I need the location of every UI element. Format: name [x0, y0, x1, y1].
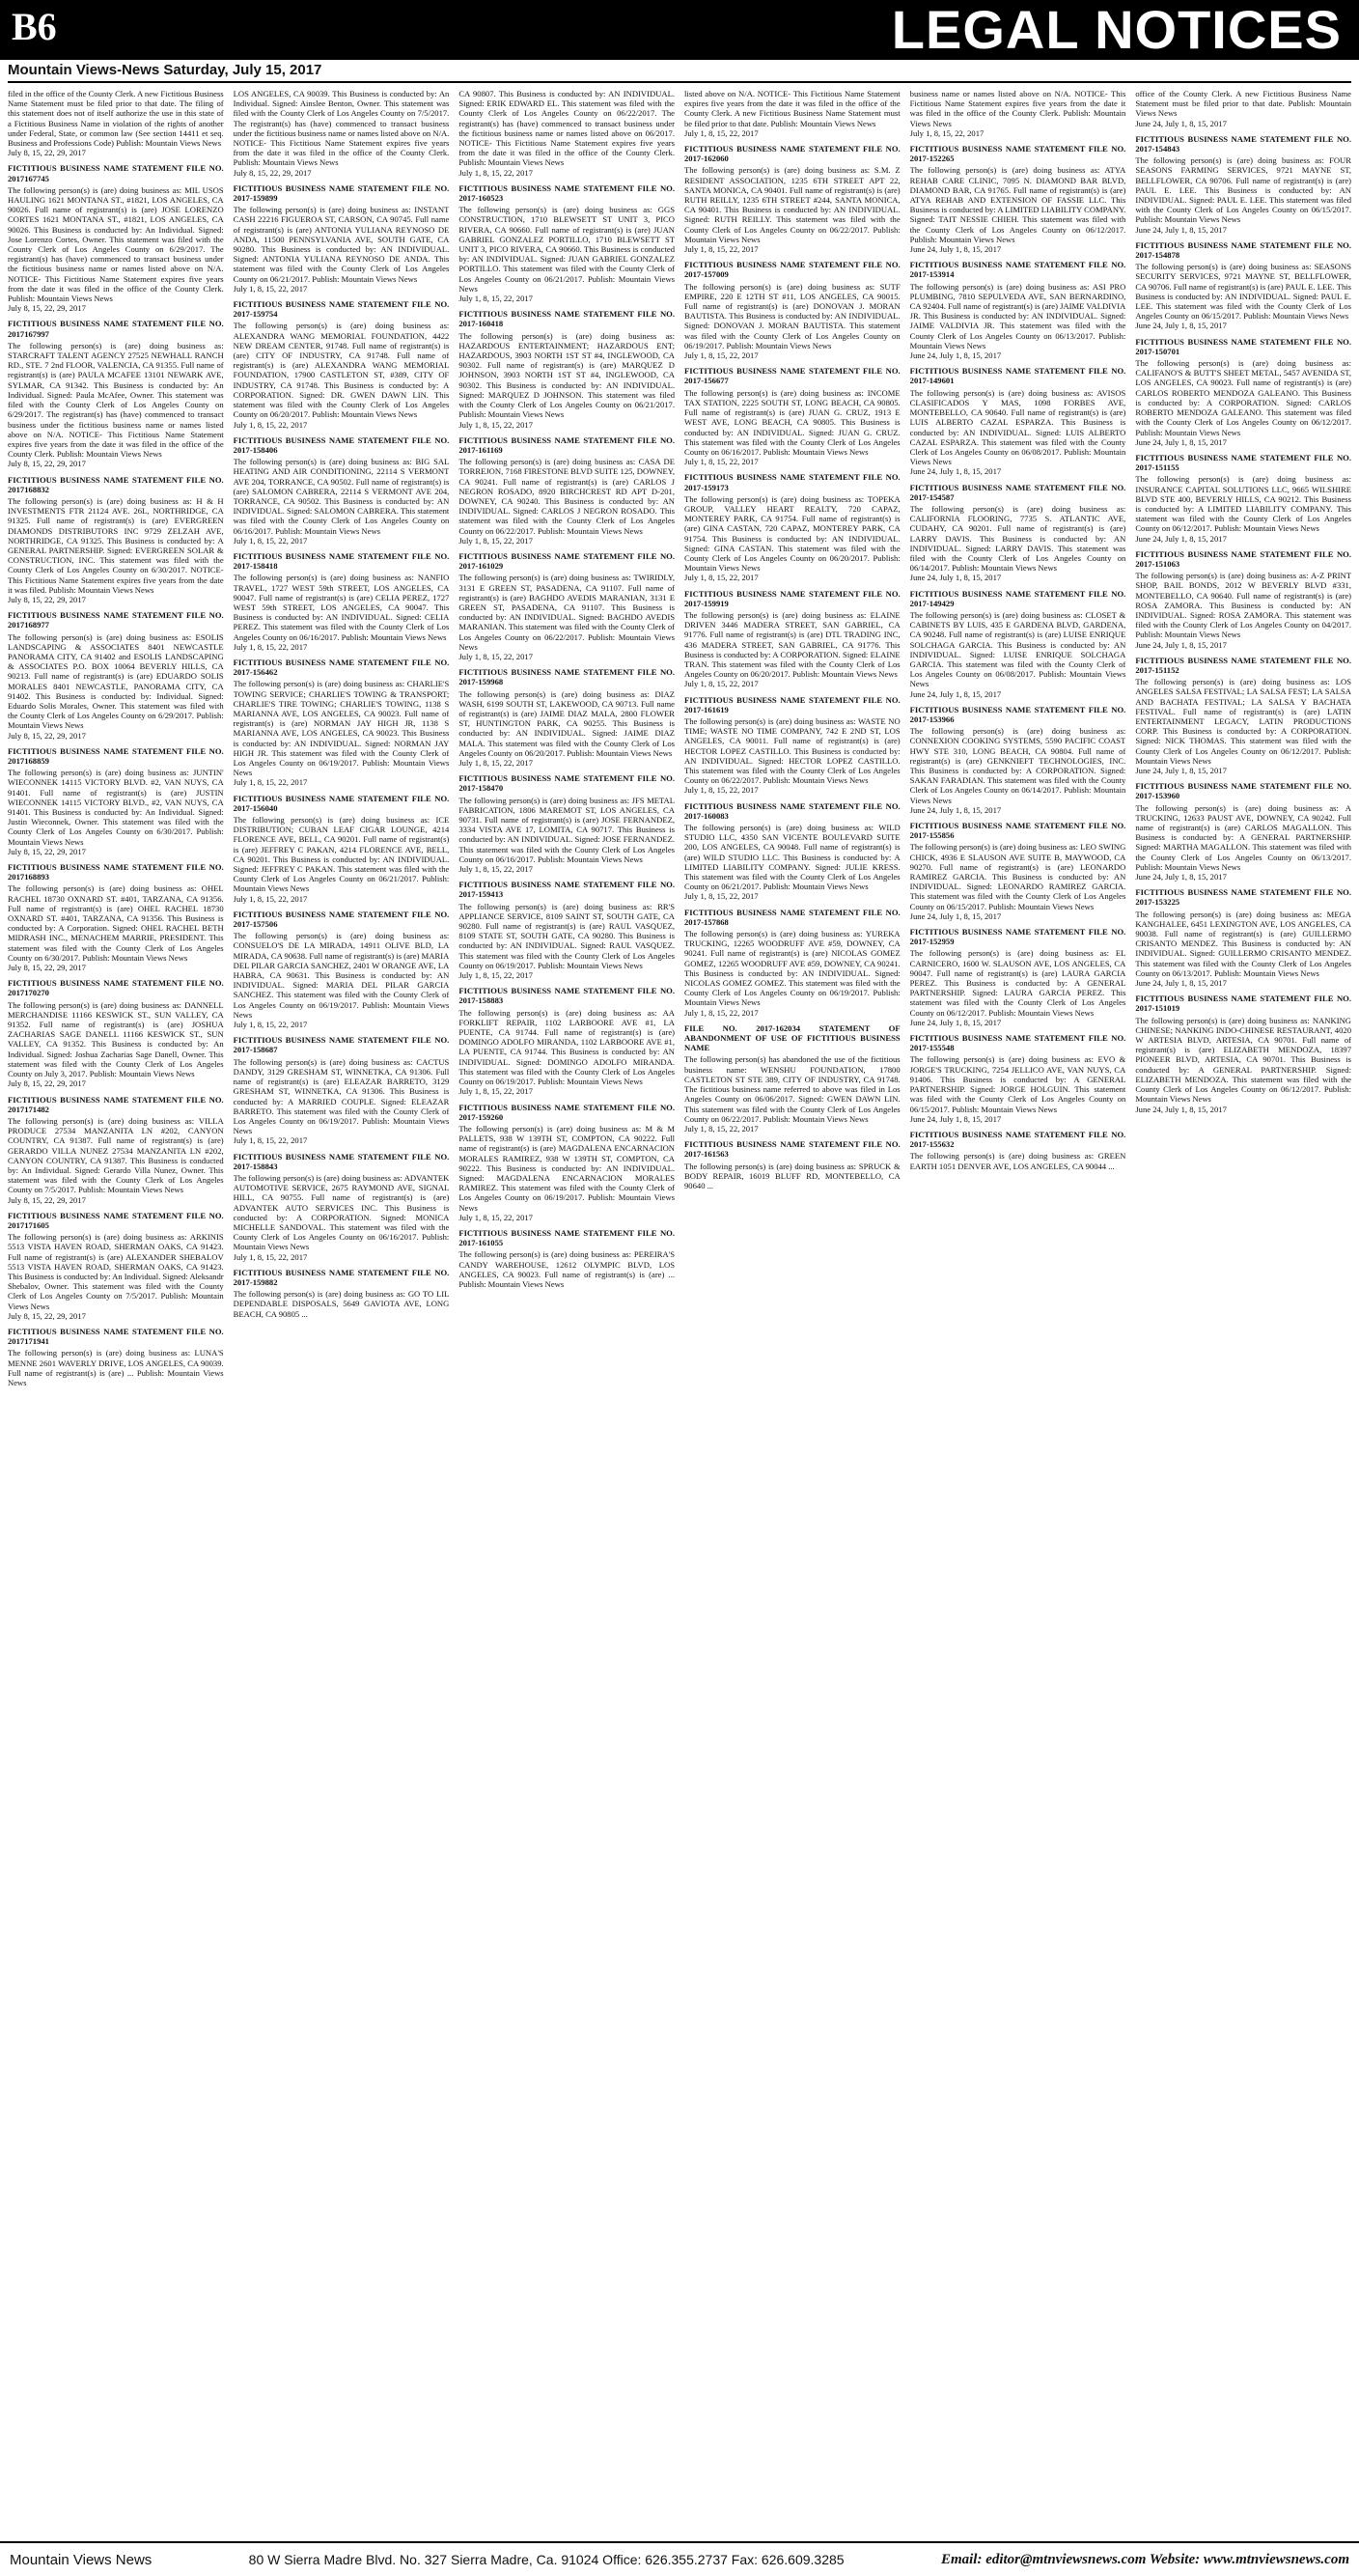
legal-notice: [234, 658, 450, 788]
notice-body: The following person(s) is (are) doing business as: HAZARDOUS ENTERTAINMENT; HAZARDOUS ENT; HAZARDOUS, 3903 NORTH 1ST ST #4, INGLEWOOD, CA 90302. Full name of registrant(s) is (are) MARQUEZ D JOHNSON, 3903 NORTH 1ST ST #4, INGLEWOOD, CA 90302. This Business is conducted by: AN INDIVIDUAL. Signed: MARQUEZ D JOHNSON. This statement was filed with the County Clerk of Los Angeles County on 06/21/2017. Publish: Mountain Views News: [458, 330, 675, 420]
footer-paper-name: Mountain Views News: [10, 2551, 153, 2568]
notice-heading: FICTITIOUS BUSINESS NAME STATEMENT FILE NO. 2017-151155: [1135, 452, 1351, 473]
notice-body: The following person(s) is (are) doing business as: ARKINIS 5513 VISTA HAVEN ROAD, SHERMAN OAKS, CA 91423. Full name of registrant(s) is (are) ALEXANDER SHEBALOV 5513 VISTA HAVEN ROAD, SHERMAN OAKS, CA 91423. This Business is conducted by: An Individual. Signed: Aleksandr Shebalov, Owner. This statement was filed with the County Clerk of Los Angeles County on 7/5/2017. Publish: Mountain Views News: [8, 1232, 224, 1311]
notice-heading: FICTITIOUS BUSINESS NAME STATEMENT FILE NO. 2017-159899: [233, 182, 450, 204]
notice-publish-dates: July 1, 8, 15, 22, 2017: [233, 283, 308, 294]
notice-heading: FICTITIOUS BUSINESS NAME STATEMENT FILE NO. 2017171941: [8, 1326, 224, 1347]
notice-publish-dates: July 1, 8, 15, 22, 2017: [684, 244, 759, 255]
notice-heading: FICTITIOUS BUSINESS NAME STATEMENT FILE NO. 2017-158687: [233, 1035, 450, 1055]
notice-publish-dates: July 1, 8, 15, 22, 2017: [458, 970, 533, 981]
notice-publish-dates: July 8, 15, 22, 29, 2017: [8, 963, 86, 973]
notice-heading: FICTITIOUS BUSINESS NAME STATEMENT FILE NO. 2017168859: [8, 745, 224, 766]
notice-publish-dates: July 1, 8, 15, 22, 2017: [684, 679, 759, 689]
column-6: [1135, 89, 1351, 2539]
legal-notice: [458, 986, 675, 1096]
legal-notice: [910, 89, 1126, 138]
legal-notice: [234, 1268, 450, 1319]
legal-notice: [684, 695, 901, 796]
notice-body: The following person(s) is (are) doing business as: CLOSET & CABINETS BY LUIS, 435 E GARDENA BLVD, GARDENA, CA 90248. Full name of registrant(s) is (are) LUISE ENRIQUE SOLCHAGA GARCIA. This Business is conducted by: AN INDIVIDUAL. Signed: LUISE ENRIQUE SOLCHAGA GARCIA. This statement was filed with the County Clerk of Los Angeles County on 06/08/2017. Publish: Mountain Views News: [909, 609, 1126, 689]
notice-publish-dates: July 8, 15, 22, 29, 2017: [8, 730, 86, 741]
legal-notice: [684, 589, 901, 689]
notice-heading: FICTITIOUS BUSINESS NAME STATEMENT FILE NO. 2017-156677: [684, 366, 901, 386]
notice-heading: FICTITIOUS BUSINESS NAME STATEMENT FILE NO. 2017-159260: [458, 1102, 675, 1122]
notice-heading: FICTITIOUS BUSINESS NAME STATEMENT FILE NO. 2017-158406: [233, 434, 450, 455]
notice-publish-dates: July 1, 8, 15, 22, 2017: [458, 535, 533, 546]
legal-notice: [458, 435, 675, 546]
notice-publish-dates: July 1, 8, 15, 22, 2017: [458, 294, 533, 304]
notice-body: The following person(s) is (are) doing business as: ASI PRO PLUMBING, 7810 SEPULVEDA AVE, SAN BERNARDINO, CA 92404. Full name of registrant(s) is (are) JAIME VALDIVIA JR. This Business is conducted by: AN INDIVIDUAL. Signed: JAIME VALDIVIA JR. This statement was filed with the County Clerk of Los Angeles County on 06/13/2017. Publish: Mountain Views News: [909, 281, 1126, 350]
notice-heading: FICTITIOUS BUSINESS NAME STATEMENT FILE NO. 2017167997: [8, 319, 224, 339]
legal-notice: [684, 89, 901, 138]
notice-publish-dates: July 1, 8, 15, 22, 2017: [684, 1007, 759, 1018]
notice-heading: FICTITIOUS BUSINESS NAME STATEMENT FILE NO. 2017-161169: [458, 434, 675, 455]
notice-heading: FICTITIOUS BUSINESS NAME STATEMENT FILE NO. 2017-159882: [233, 1267, 450, 1287]
notice-body: The following person(s) is (are) doing business as: H & H INVESTMENTS FTR 21124 AVE. 26L, NORTHRIDGE, CA 91325. Full name of registrant(s) is (are) EVERGREEN DIAMONDS DISTRIBUTORS INC 9729 ZELZAH AVE, NORTHRIDGE, CA 91325. This Business is conducted by: A GENERAL PARTNERSHIP. Signed: EVERGREEN SOLAR & CONSTRUCTION, INC. This statement was filed with the County Clerk of Los Angeles County on 6/30/2017. NOTICE- This Fictitious Name Statement expires five years from the date it was filed. Publish: Mountain Views News: [8, 495, 224, 595]
notice-body: The following person(s) is (are) doing business as: FOUR SEASONS FARMING SERVICES, 9721 MAYNE ST, BELLFLOWER, CA 90706. Full name of registrant(s) is (are) PAUL E. LEE. This Business is conducted by: AN INDIVIDUAL. Signed: PAUL E. LEE. This statement was filed with the County Clerk of Los Angeles County on 06/15/2017. Publish: Mountain Views News: [1135, 155, 1351, 225]
page-footer: [0, 2541, 1359, 2576]
notice-publish-dates: June 24, July 1, 8, 15, 2017: [909, 244, 1002, 255]
notice-publish-dates: July 1, 8, 15, 22, 2017: [233, 1020, 308, 1030]
notice-heading: FICTITIOUS BUSINESS NAME STATEMENT FILE NO. 2017171605: [8, 1210, 224, 1230]
dateline: Mountain Views-News Saturday, July 15, 2017: [8, 62, 322, 78]
notice-publish-dates: July 8, 15, 22, 29, 2017: [8, 1078, 86, 1089]
legal-notice: [8, 746, 224, 856]
legal-notice: [684, 144, 901, 254]
notice-publish-dates: June 24, July 1, 8, 15, 2017: [909, 350, 1002, 361]
column-1: [8, 89, 224, 2539]
notice-body: listed above on N/A. NOTICE- This Fictitious Name Statement expires five years from the date it was filed in the office of the County Clerk. A new Fictitious Business Name Statement must be filed prior to that date. Publish: Mountain Views News: [684, 89, 901, 128]
notice-heading: FICTITIOUS BUSINESS NAME STATEMENT FILE NO. 2017171482: [8, 1094, 224, 1114]
notice-body: The following person(s) is (are) doing business as: ALEXANDRA WANG MEMORIAL FOUNDATION, 4422 NEW DREAM CENTER, 91748. Full name of registrant(s) is (are) CITY OF INDUSTRY, CA 91748. Full name of registrant(s) is (are) ALEXANDRA WANG MEMORIAL FOUNDATION, 17900 CASTLETON ST, #389, CITY OF INDUSTRY, CA 91748. This Business is conducted by: A CORPORATION. Signed: DR. GWEN DAWN LIN. This statement was filed with the County Clerk of Los Angeles County on 06/20/2017. Publish: Mountain Views News: [233, 321, 450, 420]
legal-notice: [1135, 134, 1351, 235]
notice-heading: FICTITIOUS BUSINESS NAME STATEMENT FILE NO. 2017-152959: [909, 927, 1126, 947]
notice-heading: FICTITIOUS BUSINESS NAME STATEMENT FILE NO. 2017-153225: [1135, 887, 1351, 908]
legal-notice: [8, 163, 224, 313]
notice-body: The following person(s) is (are) doing business as: INCOME TAX STATION, 2225 SOUTH ST, LONG BEACH, CA 90805. Full name of registrant(s) is (are) JUAN G. CRUZ, 1913 E WEST AVE, LONG BEACH, CA 90805. This Business is conducted by: AN INDIVIDUAL. Signed: JUAN G. CRUZ. This statement was filed with the County Clerk of Los Angeles County on 06/16/2017. Publish: Mountain Views News: [684, 387, 901, 457]
section-title: LEGAL NOTICES: [891, 0, 1342, 60]
notice-publish-dates: July 1, 8, 15, 22, 2017: [233, 777, 308, 788]
notice-body: The following person(s) is (are) doing business as: VILLA PRODUCE 27534 MANZANITA LN #202, CANYON COUNTRY, CA 91387. Full name of registrant(s) is (are) GERARDO VILLA NUNEZ 27534 MANZANITA LN #202, CANYON COUNTRY, CA 91387. This Business is conducted by: An Individual. Signed: Gerardo Villa Nunez, Owner. This statement was filed with the County Clerk of Los Angeles County on 7/5/2017. Publish: Mountain Views News: [8, 1115, 224, 1195]
notice-body: The following person(s) is (are) doing business as: CALIFORNIA FLOORING, 7735 S. ATLANTIC AVE, CUDAHY, CA 90201. Full name of registrant(s) is (are) LARRY DAVIS. This Business is conducted by: AN INDIVIDUAL. Signed: LARRY DAVIS. This statement was filed with the County Clerk of Los Angeles County on 06/14/2017. Publish: Mountain Views News: [909, 503, 1126, 574]
notice-publish-dates: July 1, 8, 15, 22, 2017: [458, 651, 533, 661]
legal-notice: [684, 801, 901, 902]
notice-publish-dates: July 8, 15, 22, 29, 2017: [8, 1194, 86, 1205]
notice-body: The following person(s) is (are) doing business as: RR'S APPLIANCE SERVICE, 8109 SAINT ST, SOUTH GATE, CA 90280. Full name of registrant(s) is (are) RAUL VASQUEZ, 8109 STATE ST, SOUTH GATE, CA 90280. This Business is conducted by: AN INDIVIDUAL. Signed: RAUL VASQUEZ. This statement was filed with the County Clerk of Los Angeles County on 06/19/2017. Publish: Mountain Views News: [458, 901, 675, 970]
notice-body: The following person(s) is (are) doing business as: WILD STUDIO LLC, 4350 SAN VICENTE BOULEVARD SUITE 200, LOS ANGELES, CA 90048. Full name of registrant(s) is (are) WILD STUDIO LLC. This Business is conducted by: A LIMITED LIABILITY COMPANY. Signed: JULIE KRESS. This statement was filed with the County Clerk of Los Angeles County on 06/21/2017. Publish: Mountain Views News: [684, 823, 901, 892]
legal-notice: [8, 1211, 224, 1321]
legal-notice: [910, 366, 1126, 476]
notice-publish-dates: June 24, July 1, 8, 15, 2017: [1135, 533, 1227, 544]
notice-heading: FICTITIOUS BUSINESS NAME STATEMENT FILE NO. 2017-162060: [684, 144, 901, 164]
notice-heading: FICTITIOUS BUSINESS NAME STATEMENT FILE NO. 2017-151063: [1135, 548, 1351, 569]
legal-notice: [458, 773, 675, 874]
legal-notice: [8, 1095, 224, 1205]
notice-body: The following person(s) is (are) doing business as: CONSUELO'S DE LA MIRADA, 14911 OLIVE BLD, LA MIRADA, CA 90638. Full name of registrant(s) is (are) MARIA DEL PILAR GARCIA SANCHEZ, 2401 W ORANGE AVE, LA HABRA, CA 90631. This Business is conducted by: AN INDIVIDUAL. Signed: MARIA DEL PILAR GARCIA SANCHEZ. This statement was filed with the County Clerk of Los Angeles County on 06/19/2017. Publish: Mountain Views News: [233, 931, 450, 1020]
notice-body: The following person(s) is (are) doing business as: CALIFANO'S & BUTT'S SHEET METAL, 5457 AVENIDA ST, LOS ANGELES, CA 90023. Full name of registrant(s) is (are) CARLOS ROBERTO MENDOZA GALEANO. This Business is conducted by: A CORPORATION. Signed: CARLOS ROBERTO MENDOZA GALEANO. This statement was filed with the County Clerk of Los Angeles County on 06/12/2017. Publish: Mountain Views News: [1135, 358, 1351, 437]
legal-notice: [1135, 549, 1351, 650]
notice-body: office of the County Clerk. A new Fictitious Business Name Statement must be filed prior to that date. Publish: Mountain Views News: [1135, 89, 1351, 119]
legal-notice: [234, 299, 450, 430]
notice-publish-dates: July 1, 8, 15, 22, 2017: [233, 641, 308, 652]
notice-publish-dates: July 1, 8, 15, 22, 2017: [909, 127, 985, 138]
notice-body: The following person(s) is (are) doing business as: S.M. Z RESIDENT ASSOCIATION, 1235 6TH STREET APT 22, SANTA MONICA, CA 90401. Full name of registrant(s) is (are) RUTH REILLY, 1235 6TH STREET #244, SANTA MONICA, CA 90401. This Business is conducted by: AN INDIVIDUAL. Signed: RUTH REILLY. This statement was filed with the County Clerk of Los Angeles County on 06/22/2017. Publish: Mountain Views News: [684, 165, 901, 244]
notice-publish-dates: June 24, July 1, 8, 15, 2017: [909, 573, 1002, 583]
legal-notice: [684, 472, 901, 582]
legal-notice: [458, 309, 675, 429]
legal-notice: [234, 794, 450, 904]
legal-notice: [1135, 89, 1351, 128]
notice-body: The following person(s) is (are) doing business as: INSTANT CASH 22216 FIGUEROA ST, CARSON, CA 90745. Full name of registrant(s) is (are) ANTONIA YULIANA REYNOSO DE ANDA, 11500 PENNSYLVANIA AVE, SOUTH GATE, CA 90280. This Business is conducted by: AN INDIVIDUAL. Signed: ANTONIA YULIANA REYNOSO DE ANDA. This statement was filed with the County Clerk of Los Angeles County on 06/21/2017. Publish: Mountain Views News: [233, 205, 450, 284]
notice-heading: FILE NO. 2017-162034 STATEMENT OF ABANDONMENT OF USE OF FICTITIOUS BUSINESS NAME: [684, 1022, 901, 1053]
notice-body: The following person(s) is (are) doing business as: SPRUCK & BODY REPAIR, 16019 BLUFF RD, MONTEBELLO, CA 90640 ...: [684, 1161, 901, 1190]
notice-heading: FICTITIOUS BUSINESS NAME STATEMENT FILE NO. 2017-156040: [233, 793, 450, 813]
notice-body: The following person(s) is (are) doing business as: ESOLIS LANDSCAPING & ASSOCIATES 8401 NEWCASTLE PANORAMA CITY, CA 91402 and ESOLIS LANDSCAPING & ASSOCIATES P.O. BOX 10064 BEVERLY HILLS, CA 90213. Full name of registrant(s) is (are) EDUARDO SOLIS MORALES 8401 NEWCASTLE, PANORAMA CITY, CA 91402. This Business is conducted by: Individual. Signed: Eduardo Solis Morales, Owner. This statement was filed with the County Clerk of Los Angeles County on 6/29/2017. Publish: Mountain Views News: [8, 631, 224, 731]
legal-notice: [684, 1023, 901, 1134]
notice-body: The following person(s) is (are) doing business as: CONNEXION COOKING SYSTEMS, 5590 PACIFIC COAST HWY STE 310, LONG BEACH, CA 90804. Full name of registrant(s) is (are) GENKNIEFT TECHNOLOGIES, INC. This Business is conducted by: A CORPORATION. Signed: SAKAN FARADIAN. This statement was filed with the County Clerk of Los Angeles County on 06/14/2017. Publish: Mountain Views News: [909, 726, 1126, 805]
legal-notice: [1135, 337, 1351, 447]
notice-heading: FICTITIOUS BUSINESS NAME STATEMENT FILE NO. 2017-158470: [458, 773, 675, 794]
notice-body: The following person(s) is (are) doing business as: JFS METAL FABRICATION, 1806 MAREMOT ST, LOS ANGELES, CA 90731. Full name of registrant(s) is (are) JOSE FERNANDEZ, 3334 VISTA AVE 17, LOMITA, CA 90717. This Business is conducted by: AN INDIVIDUAL. Signed: JOSE FERNANDEZ. This statement was filed with the County Clerk of Los Angeles County on 06/16/2017. Publish: Mountain Views News: [458, 795, 675, 864]
legal-notice: [8, 475, 224, 605]
notice-body: The following person(s) is (are) doing business as: GREEN EARTH 1051 DENVER AVE, LOS ANGELES, CA 90044 ...: [909, 1151, 1126, 1171]
column-2: [234, 89, 450, 2539]
notice-body: The following person(s) is (are) doing business as: AVISOS CLASIFICADOS Y MAS, 1098 FORBES AVE, MONTEBELLO, CA 90640. Full name of registrant(s) is (are) LUIS ALBERTO CAZAL ESPARZA. This Business is conducted by: AN INDIVIDUAL. Signed: LUIS ALBERTO CAZAL ESPARZA. This statement was filed with the County Clerk of Los Angeles County on 06/08/2017. Publish: Mountain Views News: [909, 387, 1126, 467]
notice-publish-dates: June 24, July 1, 8, 15, 2017: [1135, 978, 1227, 989]
header-rule: [8, 81, 1351, 83]
notice-body: The following person(s) is (are) doing business as: NANKING CHINESE; NANKING INDO-CHINESE RESTAURANT, 4020 W ARTESIA BLVD, ARTESIA, CA 90701. Full name of registrant(s) is (are) ELIZABETH MENDOZA, 18397 PIONEER BLVD, ARTESIA, CA 90701. This Business is conducted by: A GENERAL PARTNERSHIP. Signed: ELIZABETH MENDOZA. This statement was filed with the County Clerk of Los Angeles County on 06/12/2017. Publish: Mountain Views News: [1135, 1015, 1351, 1105]
legal-notice: [1135, 656, 1351, 775]
legal-notice: [1135, 887, 1351, 988]
notice-publish-dates: June 24, July 1, 8, 15, 2017: [909, 466, 1002, 477]
notice-publish-dates: July 8, 15, 22, 29, 2017: [8, 459, 86, 469]
footer-contact: Email: editor@mtnviewsnews.com Website: www.mtnviewsnews.com: [940, 2551, 1349, 2567]
notice-publish-dates: June 24, July 1, 8, 15, 2017: [909, 1113, 1002, 1124]
notice-body: The following person(s) is (are) doing business as: NANFIO TRAVEL, 1727 WEST 59th STREET, LOS ANGELES, CA 90047. Full name of registrant(s) is (are) CELIA PEREZ, 1727 WEST 59th STREET, LOS ANGELES, CA 90047. This Business is conducted by: AN INDIVIDUAL. Signed: CELIA PEREZ. This statement was filed with the County Clerk of Los Angeles County on 06/16/2017. Publish: Mountain Views News: [233, 573, 450, 642]
legal-notice: [1135, 240, 1351, 331]
notice-body: The following person(s) is (are) doing business as: A TRUCKING, 12633 PAUST AVE, DOWNEY, CA 90242. Full name of registrant(s) is (are) CARLOS MAGALLON. This Business is conducted by: A GENERAL PARTNERSHIP. Signed: MARTHA MAGALLON. This statement was filed with the County Clerk of Los Angeles County on 06/13/2017. Publish: Mountain Views News: [1135, 802, 1351, 872]
notice-body: The following person(s) is (are) doing business as: CHARLIE'S TOWING SERVICE; CHARLIE'S TOWING & TRANSPORT; CHARLIE'S TIRE TOWING; CHARLIE'S TOWING, 1138 S MARIANNA AVE, LOS ANGELES, CA 90023. Full name of registrant(s) is (are) NORMAN JAY HIGH JR, 1138 S MARIANNA AVE, LOS ANGELES, CA 90023. This Business is conducted by: AN INDIVIDUAL. Signed: NORMAN JAY HIGH JR. This statement was filed with the County Clerk of Los Angeles County on 06/19/2017. Publish: Mountain Views News: [233, 679, 450, 778]
notice-body: The following person(s) is (are) doing business as: DIAZ WASH, 6199 SOUTH ST, LAKEWOOD, CA 90713. Full name of registrant(s) is (are) JAIME DIAZ MALA, 2800 FLOWER ST, HUNTINGTON PARK, CA 90255. This Business is conducted by: AN INDIVIDUAL. Signed: JAIME DIAZ MALA. This statement was filed with the County Clerk of Los Angeles County on 06/20/2017. Publish: Mountain Views News: [458, 688, 675, 758]
notice-body: The following person(s) is (are) doing business as: OHEL RACHEL 18730 OXNARD ST. #401, TARZANA, CA 91356. Full name of registrant(s) is (are) OHEL RACHEL 18730 OXNARD ST. #401, TARZANA, CA 91356. This Business is conducted by: A Corporation. Signed: OHEL RACHEL BETH MIDRASH INC., MENACHEM MARRIE, PRESIDENT. This statement was filed with the County Clerk of Los Angeles County on 6/30/2017. Publish: Mountain Views News: [8, 883, 224, 963]
notice-heading: FICTITIOUS BUSINESS NAME STATEMENT FILE NO. 2017-154843: [1135, 133, 1351, 154]
notice-heading: FICTITIOUS BUSINESS NAME STATEMENT FILE NO. 2017-161619: [684, 694, 901, 714]
notice-body: The following person(s) is (are) doing business as: PEREIRA'S CANDY WAREHOUSE, 12612 OLYMPIC BLVD, LOS ANGELES, CA 90023. Full name of registrant(s) is (are) ... Publish: Mountain Views News: [458, 1249, 675, 1289]
notice-heading: FICTITIOUS BUSINESS NAME STATEMENT FILE NO. 2017-157009: [684, 260, 901, 280]
legal-notice: [8, 610, 224, 741]
legal-notice: [458, 89, 675, 178]
notice-heading: FICTITIOUS BUSINESS NAME STATEMENT FILE NO. 2017-158418: [233, 550, 450, 572]
notice-body: The following person(s) is (are) doing business as: JUNTIN' WIECONNEK 14115 VICTORY BLVD. #2, VAN NUYS, CA 91401. Full name of registrant(s) is (are) JUSTIN WIECONNEK 14115 VICTORY BLVD., #2, VAN NUYS, CA 91401. This Business is conducted by: An Individual. Signed: Justin Wieconnek, Owner. This statement was filed with the County Clerk of Los Angeles County on 6/30/2017. Publish: Mountain Views News: [8, 768, 224, 847]
notice-publish-dates: June 24, July 1, 8, 15, 2017: [1135, 436, 1227, 447]
notice-publish-dates: June 24, July 1, 8, 15, 2017: [909, 910, 1002, 921]
legal-notice: [234, 551, 450, 652]
notice-publish-dates: July 1, 8, 15, 22, 2017: [684, 891, 759, 902]
notice-heading: FICTITIOUS BUSINESS NAME STATEMENT FILE NO. 2017-159754: [233, 299, 450, 320]
notice-body: The following person(s) is (are) doing business as: ELAINE DRIVEN 3446 MADERA STREET, SAN GABRIEL, CA 91776. Full name of registrant(s) is (are) DTL TRADING INC, 436 MADERA STREET, SAN GABRIEL, CA 91776. This Business is conducted by: A CORPORATION. Signed: ELAINE TRAN. This statement was filed with the County Clerk of Los Angeles County on 06/20/2017. Publish: Mountain Views News: [684, 609, 901, 680]
legal-notice: [910, 1033, 1126, 1124]
notice-body: The following person(s) is (are) doing business as: SEASONS SECURITY SERVICES, 9721 MAYNE ST, BELLFLOWER, CA 90706. Full name of registrant(s) is (are) PAUL E. LEE. This Business is conducted by: AN INDIVIDUAL. Signed: PAUL E. LEE. This statement was filed with the County Clerk of Los Angeles County on 06/15/2017. Publish: Mountain Views News: [1135, 262, 1351, 322]
notice-publish-dates: July 1, 8, 15, 22, 2017: [684, 350, 759, 361]
notice-heading: FICTITIOUS BUSINESS NAME STATEMENT FILE NO. 2017168977: [8, 610, 224, 630]
notice-publish-dates: July 1, 8, 15, 22, 2017: [233, 419, 308, 430]
notice-body: The following person(s) is (are) doing business as: EL CARNICERO, 1600 W. SLAUSON AVE, LOS ANGELES, CA 90047. Full name of registrant(s) is (are) LAURA GARCIA PEREZ. This Business is conducted by: A GENERAL PARTNERSHIP. Signed: LAURA GARCIA PEREZ. This statement was filed with the County Clerk of Los Angeles County on 06/12/2017. Publish: Mountain Views News: [909, 948, 1126, 1018]
notice-heading: FICTITIOUS BUSINESS NAME STATEMENT FILE NO. 2017-159968: [458, 667, 675, 687]
notice-heading: FICTITIOUS BUSINESS NAME STATEMENT FILE NO. 2017-156462: [233, 657, 450, 678]
legal-notice: [1135, 781, 1351, 882]
notice-heading: FICTITIOUS BUSINESS NAME STATEMENT FILE NO. 2017-153914: [909, 260, 1126, 280]
legal-notice: [458, 1103, 675, 1222]
notice-body: The following person(s) is (are) doing business as: WASTE NO TIME; WASTE NO TIME COMPANY, 742 E 2ND ST, LOS ANGELES, CA 90011. Full name of registrant(s) is (are) HECTOR LOPEZ CASTILLO. This Business is conducted by: AN INDIVIDUAL. Signed: HECTOR LOPEZ CASTILLO. This statement was filed with the County Clerk of Los Angeles County on 06/22/2017. Publish: Mountain Views News: [684, 715, 901, 786]
notice-publish-dates: July 1, 8, 15, 22, 2017: [233, 1251, 308, 1262]
column-4: [684, 89, 901, 2539]
notice-heading: FICTITIOUS BUSINESS NAME STATEMENT FILE NO. 2017-153966: [909, 704, 1126, 724]
notice-body: The following person(s) is (are) doing business as: MIL USOS HAULING 1621 MONTANA ST., #1821, LOS ANGELES, CA 90026. Full name of registrant(s) is (are) JOSE LORENZO CORTES 1621 MONTANA ST., #1821, LOS ANGELES, CA 90026. This Business is conducted by: An Individual. Signed: Jose Lorenzo Cortes, Owner. This statement was filed with the County Clerk of Los Angeles County on 6/29/2017. The registrant(s) has (have) commenced to transact business under the fictitious business name or names listed above on N/A. NOTICE- This Fictitious Name Statement expires five years from the date it was filed in the office of the County Clerk. Publish: Mountain Views News: [8, 184, 224, 304]
notice-publish-dates: June 24, July 1, 8, 15, 2017: [1135, 321, 1227, 331]
notice-publish-dates: July 1, 8, 15, 22, 2017: [233, 1135, 308, 1146]
notice-heading: FICTITIOUS BUSINESS NAME STATEMENT FILE NO. 2017-154587: [909, 482, 1126, 502]
notice-body: LOS ANGELES, CA 90039. This Business is conducted by: An Individual. Signed: Ainslee Benton, Owner. This statement was filed with the County Clerk of Los Angeles County on 7/5/2017. The registrant(s) has (have) commenced to transact business under the fictitious business name or names listed above on N/A. NOTICE- This Fictitious Name Statement expires five years from the date it was filed in the office of the County Clerk. Publish: Mountain Views News: [233, 89, 450, 168]
notice-heading: FICTITIOUS BUSINESS NAME STATEMENT FILE NO. 2017170270: [8, 978, 224, 998]
notice-body: The following person(s) is (are) doing business as: CACTUS DANDY, 3129 GRESHAM ST, WINNETKA, CA 91306. Full name of registrant(s) is (are) ELEAZAR BARRETO, 3129 GRESHAM ST, WINNETKA, CA 91306. This Business is conducted by: A MARRIED COUPLE. Signed: ELEAZAR BARRETO. This statement was filed with the County Clerk of Los Angeles County on 06/19/2017. Publish: Mountain Views News: [233, 1056, 450, 1136]
notice-body: The following person(s) is (are) doing business as: ICE DISTRIBUTION; CUBAN LEAF CIGAR LOUNGE, 4214 FLORENCE AVE, BELL, CA 90201. Full name of registrant(s) is (are) JEFFREY C PAKAN, 4214 FLORENCE AVE, BELL, CA 90201. This Business is conducted by: AN INDIVIDUAL. Signed: JEFFREY C PAKAN. This statement was filed with the County Clerk of Los Angeles County on 06/21/2017. Publish: Mountain Views News: [233, 815, 450, 894]
notice-body: The following person(s) is (are) doing business as: TOPEKA GROUP, VALLEY HEART REALTY, 720 CAPAZ, MONTEREY PARK, CA 91754. Full name of registrant(s) is (are) GINA CASTAN, 720 CAPAZ, MONTEREY PARK, CA 91754. This Business is conducted by: AN INDIVIDUAL. Signed: GINA CASTAN. This statement was filed with the County Clerk of Los Angeles County on 06/20/2017. Publish: Mountain Views News: [684, 493, 901, 574]
notice-body: The following person(s) is (are) doing business as: GGS CONSTRUCTION, 1710 BLEWSETT ST UNIT 3, PICO RIVERA, CA 90660. Full name of registrant(s) is (are) JUAN GABRIEL GONZALEZ PORTILLO, 1710 BLEWSETT ST UNIT 3, PICO RIVERA, CA 90660. This Business is conducted by: AN INDIVIDUAL. Signed: JUAN GABRIEL GONZALEZ PORTILLO. This statement was filed with the County Clerk of Los Angeles County on 06/21/2017. Publish: Mountain Views News: [458, 205, 675, 294]
notice-heading: FICTITIOUS BUSINESS NAME STATEMENT FILE NO. 2017-159173: [684, 472, 901, 492]
notice-heading: FICTITIOUS BUSINESS NAME STATEMENT FILE NO. 2017-161563: [684, 1139, 901, 1160]
page-number: B6: [12, 5, 57, 48]
notice-heading: FICTITIOUS BUSINESS NAME STATEMENT FILE NO. 2017-153960: [1135, 781, 1351, 801]
notice-heading: FICTITIOUS BUSINESS NAME STATEMENT FILE NO. 2017-149429: [909, 588, 1126, 608]
notice-body: The following person(s) is (are) doing business as: STARCRAFT TALENT AGENCY 27525 NEWHALL RANCH RD., STE. 7 2nd FLOOR, VALENCIA, CA 91355. Full name of registrant(s) is (are) PAULA MCAFEE 13101 NEWARK AVE, SYLMAR, CA 91342. This Business is conducted by: An Individual. Signed: Paula McAfee, Owner. This statement was filed with the County Clerk of Los Angeles County on 6/29/2017. The registrant(s) has (have) commenced to transact business under the fictitious business name or names listed above on N/A. NOTICE- This Fictitious Name Statement expires five years from the date it was filed in the office of the County Clerk. Publish: Mountain Views News: [8, 340, 224, 460]
legal-notice: [458, 183, 675, 303]
notice-body: The following person(s) is (are) doing business as: MEGA KANGHALEE, 6451 LEXINGTON AVE, LOS ANGELES, CA 90038. Full name of registrant(s) is (are) GUILLERMO CRISANTO MENDEZ. This Business is conducted by: AN INDIVIDUAL. Signed: GUILLERMO CRISANTO MENDEZ. This statement was filed with the County Clerk of Los Angeles County on 06/13/2017. Publish: Mountain Views News: [1135, 909, 1351, 978]
legal-notice: [234, 89, 450, 178]
legal-notice: [684, 260, 901, 360]
notice-publish-dates: June 24, July 1, 8, 15, 2017: [909, 804, 1002, 815]
notice-heading: FICTITIOUS BUSINESS NAME STATEMENT FILE NO. 2017-160523: [458, 182, 675, 204]
notice-body: The following person(s) is (are) doing business as: EVO & JORGE'S TRUCKING, 7254 JELLICO AVE, VAN NUYS, CA 91406. This Business is conducted by: A GENERAL PARTNERSHIP. Signed: JORGE HOLGUIN. This statement was filed with the County Clerk of Los Angeles County on 06/15/2017. Publish: Mountain Views News: [909, 1054, 1126, 1114]
notice-body: business name or names listed above on N/A. NOTICE- This Fictitious Name Statement expires five years from the date it was filed in the office of the County Clerk. Publish: Mountain Views News: [909, 89, 1126, 128]
notice-heading: FICTITIOUS BUSINESS NAME STATEMENT FILE NO. 2017168832: [8, 474, 224, 494]
notice-body: The following person(s) is (are) doing business as: YUREKA TRUCKING, 12265 WOODRUFF AVE #59, DOWNEY, CA 90241. Full name of registrant(s) is (are) NICOLAS GOMEZ GOMEZ, 12265 WOODRUFF AVE #59, DOWNEY, CA 90241. This Business is conducted by: AN INDIVIDUAL. Signed: NICOLAS GOMEZ GOMEZ. This statement was filed with the County Clerk of Los Angeles County on 06/19/2017. Publish: Mountain Views News: [684, 929, 901, 1008]
notice-body: The following person(s) is (are) doing business as: LOS ANGELES SALSA FESTIVAL; LA SALSA FEST; LA SALSA AND BACHATA FESTIVAL; LA SALSA Y BACHATA FESTIVAL. Full name of registrant(s) is (are) LATIN ENTERTAINMENT LEGACY, LATIN PRODUCTIONS CORP. This Business is conducted by: A CORPORATION. Signed: NICK THOMAS. This statement was filed with the County Clerk of Los Angeles County on 06/12/2017. Publish: Mountain Views News: [1135, 677, 1351, 766]
notice-heading: FICTITIOUS BUSINESS NAME STATEMENT FILE NO. 2017-157868: [684, 907, 901, 927]
notice-body: The following person(s) is (are) doing business as: SUTF EMPIRE, 220 E 12TH ST #11, LOS ANGELES, CA 90015. Full name of registrant(s) is (are) DONOVAN J. MORAN BAUTISTA. This Business is conducted by: AN INDIVIDUAL. Signed: DONOVAN J. MORAN BAUTISTA. This statement was filed with the County Clerk of Los Angeles County on 06/19/2017. Publish: Mountain Views News: [684, 281, 901, 350]
legal-notice: [684, 1139, 901, 1190]
legal-notice: [234, 1035, 450, 1145]
legal-notice: [8, 319, 224, 468]
notice-publish-dates: July 8, 15, 22, 29, 2017: [8, 148, 86, 158]
notice-publish-dates: June 24, July 1, 8, 15, 2017: [1135, 1104, 1227, 1114]
legal-notice: [8, 862, 224, 972]
legal-notice: [458, 667, 675, 768]
legal-notice: [910, 927, 1126, 1027]
notice-body: The following person(s) is (are) doing business as: LUNA'S MENNE 2601 WAVERLY DRIVE, LOS ANGELES, CA 90039. Full name of registrant(s) is (are) ... Publish: Mountain Views News: [8, 1348, 224, 1387]
notice-heading: FICTITIOUS BUSINESS NAME STATEMENT FILE NO. 2017-151152: [1135, 655, 1351, 675]
notice-heading: FICTITIOUS BUSINESS NAME STATEMENT FILE NO. 2017-150701: [1135, 336, 1351, 356]
notice-body: The following person(s) is (are) doing business as: GO TO LIL DEPENDABLE DISPOSALS, 5649 GAVIOTA AVE, LONG BEACH, CA 90805 ...: [233, 1289, 450, 1319]
page-header: [0, 0, 1359, 60]
notice-publish-dates: July 1, 8, 15, 22, 2017: [458, 167, 533, 178]
notice-body: CA 90807. This Business is conducted by: AN INDIVIDUAL. Signed: ERIK EDWARD EL. This statement was filed with the County Clerk of Los Angeles County on 06/22/2017. The registrant(s) has (have) commenced to transact business under the fictitious business name or names listed above on 06/2017. NOTICE- This Fictitious Name Statement expires five years from the date it was filed in the office of the County Clerk. Publish: Mountain Views News: [458, 89, 675, 168]
notice-heading: FICTITIOUS BUSINESS NAME STATEMENT FILE NO. 2017-155632: [909, 1129, 1126, 1150]
notice-body: The following person(s) is (are) doing business as: M & M PALLETS, 938 W 139TH ST, COMPTON, CA 90222. Full name of registrant(s) is (are) MAGDALENA ENCARNACION MORALES RAMIREZ, 938 W 139TH ST, COMPTON, CA 90222. This Business is conducted by: AN INDIVIDUAL. Signed: MAGDALENA ENCARNACION MORALES RAMIREZ. This statement was filed with the County Clerk of Los Angeles County on 06/19/2017. Publish: Mountain Views News: [458, 1123, 675, 1213]
legal-notice: [1135, 994, 1351, 1113]
notice-publish-dates: July 1, 8, 15, 22, 2017: [684, 1123, 759, 1134]
legal-notice: [458, 1228, 675, 1289]
notice-body: The following person(s) is (are) doing business as: ADVANTEK AUTOMOTIVE SERVICE, 2675 RAYMOND AVE, SIGNAL HILL, CA 90755. Full name of registrant(s) is (are) ADVANTEK AUTO SERVICES INC. This Business is conducted by: A CORPORATION. Signed: MONICA MICHELLE SANDOVAL. This statement was filed with the County Clerk of Los Angeles County on 06/16/2017. Publish: Mountain Views News: [233, 1172, 450, 1252]
notice-heading: FICTITIOUS BUSINESS NAME STATEMENT FILE NO. 2017-152265: [909, 144, 1126, 164]
legal-notice: [910, 260, 1126, 360]
notice-publish-dates: July 8, 15, 22, 29, 2017: [8, 303, 86, 314]
legal-notice: [458, 880, 675, 980]
notice-publish-dates: June 24, July 1, 8, 15, 2017: [1135, 224, 1227, 235]
notice-publish-dates: July 1, 8, 15, 22, 2017: [458, 419, 533, 430]
notice-publish-dates: July 1, 8, 15, 22, 2017: [233, 893, 308, 904]
notice-publish-dates: July 1, 8, 15, 22, 2017: [684, 573, 759, 583]
notice-publish-dates: July 1, 8, 15, 22, 2017: [458, 1212, 533, 1222]
notice-publish-dates: July 1, 8, 15, 22, 2017: [684, 127, 759, 138]
notice-body: The following person(s) is (are) doing business as: BIG SAL HEATING AND AIR CONDITIONING, 22114 S VERMONT AVE 204, TORRANCE, CA 90502. Full name of registrant(s) is (are) SALOMON CABRERA, 22114 S VERMONT AVE 204, TORRANCE, CA 90502. This Business is conducted by: AN INDIVIDUAL. Signed: SALOMON CABRERA. This statement was filed with the County Clerk of Los Angeles County on 06/16/2017. Publish: Mountain Views News: [233, 457, 450, 536]
notice-heading: FICTITIOUS BUSINESS NAME STATEMENT FILE NO. 2017-157506: [233, 909, 450, 930]
legal-notice: [910, 483, 1126, 583]
legal-notice: [684, 366, 901, 466]
notice-heading: FICTITIOUS BUSINESS NAME STATEMENT FILE NO. 2017-149601: [909, 366, 1126, 386]
notice-publish-dates: June 24, July 1, 8, 15, 2017: [1135, 118, 1227, 128]
notice-body: The following person(s) has abandoned the use of the fictitious business name: WENSHU FOUNDATION, 17800 CASTLETON ST STE 389, CITY OF INDUSTRY, CA 91748. The fictitious business name referred to above was filed in Los Angeles County on 06/06/2017. Signed: GWEN DAWN LIN. This statement was filed with the County Clerk of Los Angeles County on 06/22/2017. Publish: Mountain Views News: [684, 1054, 901, 1124]
notice-heading: FICTITIOUS BUSINESS NAME STATEMENT FILE NO. 2017-161055: [458, 1227, 675, 1248]
notice-columns: [8, 89, 1351, 2539]
notice-publish-dates: June 24, July 1, 8, 15, 2017: [1135, 766, 1227, 775]
notice-publish-dates: July 1, 8, 15, 22, 2017: [458, 758, 533, 768]
notice-heading: FICTITIOUS BUSINESS NAME STATEMENT FILE NO. 2017167745: [8, 163, 224, 183]
legal-notice: [910, 144, 1126, 254]
notice-body: The following person(s) is (are) doing business as: DANNELL MERCHANDISE 11166 KESWICK ST., SUN VALLEY, CA 91352. Full name of registrant(s) is (are) JOSHUA ZACHARIAS SAGE DANELL 11166 KESWICK ST., SUN VALLEY, CA 91352. This Business is conducted by: An Individual. Signed: Joshua Zacharias Sage Danell, Owner. This statement was filed with the County Clerk of Los Angeles County on July 3, 2017. Publish: Mountain Views News: [8, 999, 224, 1079]
legal-notice: [910, 589, 1126, 699]
notice-body: The following person(s) is (are) doing business as: INSURANCE CAPITAL SOLUTIONS LLC, 9665 WILSHIRE BLVD STE 400, BEVERLY HILLS, CA 90212. This Business is conducted by: A LIMITED LIABILITY COMPANY. This statement was filed with the County Clerk of Los Angeles County on 06/12/2017. Publish: Mountain Views News: [1135, 474, 1351, 534]
notice-heading: FICTITIOUS BUSINESS NAME STATEMENT FILE NO. 2017-158883: [458, 986, 675, 1006]
notice-publish-dates: July 1, 8, 15, 22, 2017: [458, 1086, 533, 1097]
legal-notice: [8, 89, 224, 157]
legal-notice: [910, 821, 1126, 921]
notice-heading: FICTITIOUS BUSINESS NAME STATEMENT FILE NO. 2017-158843: [233, 1151, 450, 1171]
notice-heading: FICTITIOUS BUSINESS NAME STATEMENT FILE NO. 2017-151019: [1135, 994, 1351, 1014]
notice-publish-dates: June 24, July 1, 8, 15, 2017: [1135, 872, 1227, 882]
notice-publish-dates: July 8, 15, 22, 29, 2017: [8, 1310, 86, 1321]
notice-publish-dates: July 8, 15, 22, 29, 2017: [8, 846, 86, 856]
notice-body: The following person(s) is (are) doing business as: AA FORKLIFT REPAIR, 1102 LARBOORE AVE #1, LA PUENTE, CA 91744. Full name of registrant(s) is (are) DOMINGO ADOLFO MIRANDA, 1102 LARBOORE AVE #1, LA PUENTE, CA 91744. This Business is conducted by: AN INDIVIDUAL. Signed: DOMINGO ADOLFO MIRANDA. This statement was filed with the County Clerk of Los Angeles County on 06/19/2017. Publish: Mountain Views News: [458, 1007, 675, 1087]
notice-publish-dates: July 1, 8, 15, 22, 2017: [233, 535, 308, 546]
notice-publish-dates: July 8, 15, 22, 29, 2017: [233, 167, 312, 178]
notice-heading: FICTITIOUS BUSINESS NAME STATEMENT FILE NO. 2017-159413: [458, 880, 675, 900]
legal-notice: [234, 183, 450, 294]
notice-body: The following person(s) is (are) doing business as: CASA DE TORREJON, 7168 FIRESTONE BLVD SUITE 125, DOWNEY, CA 90241. Full name of registrant(s) is (are) CARLOS J NEGRON ROSADO, 8920 BIRCHCREST RD APT D-201, DOWNEY, CA 90240. This Business is conducted by: AN INDIVIDUAL. Signed: CARLOS J NEGRON ROSADO. This statement was filed with the County Clerk of Los Angeles County on 06/22/2017. Publish: Mountain Views News: [458, 457, 675, 536]
legal-notice: [8, 978, 224, 1088]
notice-publish-dates: July 1, 8, 15, 22, 2017: [458, 864, 533, 875]
notice-publish-dates: June 24, July 1, 8, 15, 2017: [909, 688, 1002, 699]
legal-notice: [234, 1152, 450, 1262]
notice-body: The following person(s) is (are) doing business as: ATYA REHAB CARE CLINIC, 7095 N. DIAMOND BAR BLVD, DIAMOND BAR, CA 91765. Full name of registrant(s) is (are) ATYA REHAB AND EXTENSION OF FASSIE LLC. This Business is conducted by: A LIMITED LIABILITY COMPANY. Signed: TAIT NESSIE CHIEH. This statement was filed with the County Clerk of Los Angeles County on 06/12/2017. Publish: Mountain Views News: [909, 165, 1126, 244]
legal-notice: [234, 910, 450, 1029]
notice-heading: FICTITIOUS BUSINESS NAME STATEMENT FILE NO. 2017-154878: [1135, 239, 1351, 261]
notice-heading: FICTITIOUS BUSINESS NAME STATEMENT FILE NO. 2017-155548: [909, 1033, 1126, 1053]
legal-notice: [910, 705, 1126, 815]
notice-heading: FICTITIOUS BUSINESS NAME STATEMENT FILE NO. 2017-160083: [684, 800, 901, 821]
notice-publish-dates: June 24, July 1, 8, 15, 2017: [909, 1017, 1002, 1027]
notice-publish-dates: July 8, 15, 22, 29, 2017: [8, 594, 86, 604]
notice-heading: FICTITIOUS BUSINESS NAME STATEMENT FILE NO. 2017168893: [8, 862, 224, 882]
legal-notice: [8, 1327, 224, 1387]
notice-publish-dates: July 1, 8, 15, 22, 2017: [684, 785, 759, 796]
notice-heading: FICTITIOUS BUSINESS NAME STATEMENT FILE NO. 2017-161029: [458, 550, 675, 572]
legal-notice: [234, 435, 450, 546]
notice-heading: FICTITIOUS BUSINESS NAME STATEMENT FILE NO. 2017-159919: [684, 588, 901, 608]
notice-heading: FICTITIOUS BUSINESS NAME STATEMENT FILE NO. 2017-160418: [458, 309, 675, 329]
legal-notice: [684, 908, 901, 1018]
column-3: [458, 89, 675, 2539]
legal-notice: [458, 551, 675, 661]
notice-publish-dates: July 1, 8, 15, 22, 2017: [684, 457, 759, 467]
notice-publish-dates: June 24, July 1, 8, 15, 2017: [1135, 639, 1227, 650]
notice-body: The following person(s) is (are) doing business as: LEO SWING CHICK, 4936 E SLAUSON AVE SUITE B, MAYWOOD, CA 90270. Full name of registrant(s) is (are) LEONARDO RAMIREZ GARCIA. This Business is conducted by: AN INDIVIDUAL. Signed: LEONARDO RAMIREZ GARCIA. This statement was filed with the County Clerk of Los Angeles County on 06/15/2017. Publish: Mountain Views News: [909, 842, 1126, 911]
legal-notice: [1135, 453, 1351, 544]
notice-body: filed in the office of the County Clerk. A new Fictitious Business Name Statement must be filed prior to that date. The filing of this statement does not of itself authorize the use in this state of a Fictitious Business Name in violation of the rights of another under Federal, State, or common law (See section 14411 et seq. Business and Professions Code) Publish: Mountain Views News: [8, 89, 224, 149]
notice-heading: FICTITIOUS BUSINESS NAME STATEMENT FILE NO. 2017-155856: [909, 821, 1126, 841]
notice-body: The following person(s) is (are) doing business as: A-Z PRINT SHOP, BAIL BONDS, 2012 W BEVERLY BLVD #331, MONTEBELLO, CA 90640. Full name of registrant(s) is (are) ROSA ZAMORA. This Business is conducted by: AN INDIVIDUAL. Signed: ROSA ZAMORA. This statement was filed with the County Clerk of Los Angeles County on 04/2017. Publish: Mountain Views News: [1135, 571, 1351, 640]
notice-body: The following person(s) is (are) doing business as: TWIRIDLY, 3131 E GREEN ST, PASADENA, CA 91107. Full name of registrant(s) is (are) BAGHDO AVEDIS MARANIAN, 3131 E GREEN ST, PASADENA, CA 91107. This Business is conducted by: AN INDIVIDUAL. Signed: BAGHDO AVEDIS MARANIAN. This statement was filed with the County Clerk of Los Angeles County on 06/22/2017. Publish: Mountain Views News: [458, 573, 675, 652]
column-5: [910, 89, 1126, 2539]
legal-notice: [910, 1130, 1126, 1171]
footer-address: 80 W Sierra Madre Blvd. No. 327 Sierra Madre, Ca. 91024 Office: 626.355.2737 Fax: 626.609.3285: [248, 2552, 845, 2567]
